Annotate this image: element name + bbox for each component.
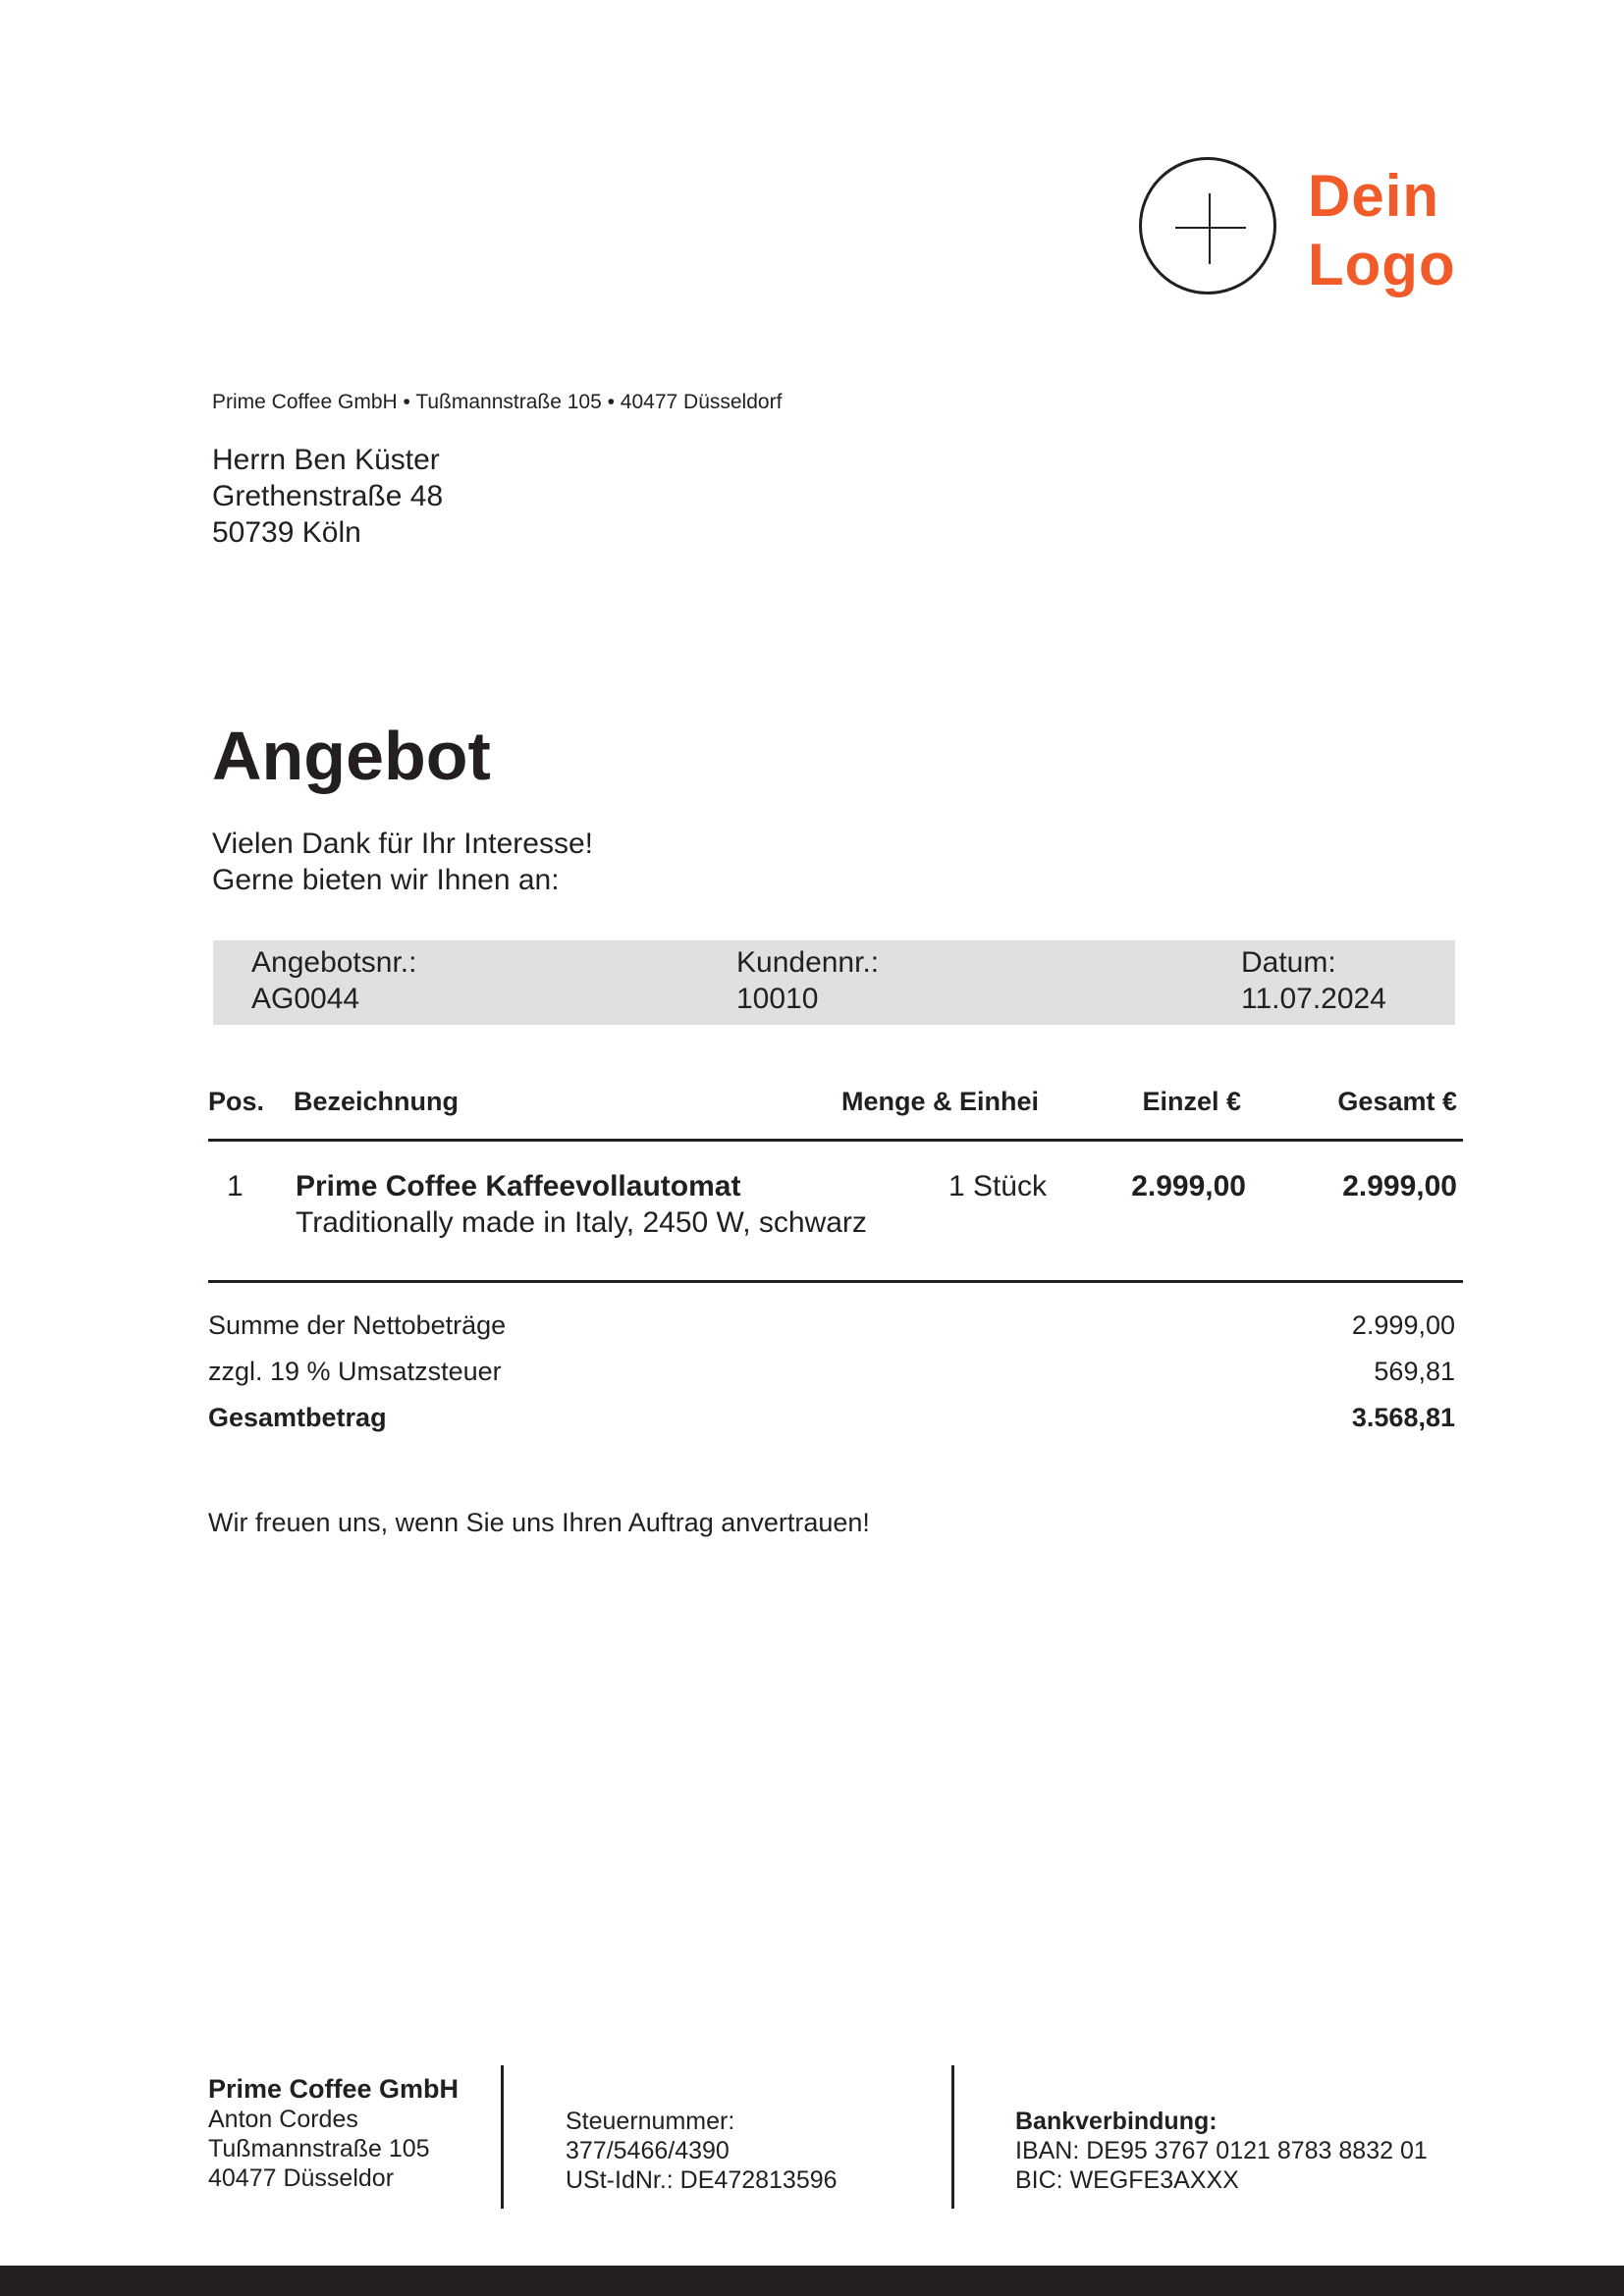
intro-line-1: Vielen Dank für Ihr Interesse! <box>212 828 593 860</box>
column-header-total: Gesamt € <box>1337 1087 1457 1116</box>
row-item-name: Prime Coffee Kaffeevollautomat <box>296 1170 741 1202</box>
footer-vat-id: USt-IdNr.: DE472813596 <box>566 2166 838 2194</box>
row-position: 1 <box>227 1170 244 1202</box>
plus-horizontal-stroke <box>1175 227 1246 229</box>
footer-bic: BIC: WEGFE3AXXX <box>1015 2166 1239 2194</box>
tax-label: zzgl. 19 % Umsatzsteuer <box>208 1357 502 1386</box>
footer-tax-info <box>566 2107 838 2195</box>
footer-city: 40477 Düsseldor <box>208 2164 395 2192</box>
footer-street: Tußmannstraße 105 <box>208 2135 430 2163</box>
table-header-rule <box>208 1139 1463 1142</box>
table-bottom-rule <box>208 1280 1463 1283</box>
row-total: 2.999,00 <box>1342 1170 1457 1202</box>
recipient-street: Grethenstraße 48 <box>212 480 444 512</box>
date-field <box>1241 944 1386 1017</box>
footer-contact: Anton Cordes <box>208 2106 358 2133</box>
footer-tax-number: 377/5466/4390 <box>566 2137 730 2164</box>
footer-divider-1 <box>501 2065 504 2209</box>
offer-number-field <box>251 944 416 1017</box>
offer-number-label: Angebotsnr.: <box>251 946 417 979</box>
recipient-name: Herrn Ben Küster <box>212 444 440 476</box>
intro-text <box>212 826 593 898</box>
closing-text: Wir freuen uns, wenn Sie uns Ihren Auftrag anvertrauen! <box>208 1508 870 1537</box>
date-label: Datum: <box>1241 946 1336 979</box>
column-header-quantity: Menge & Einhei <box>840 1087 1039 1116</box>
customer-number-field <box>736 944 879 1017</box>
footer-company-name: Prime Coffee GmbH <box>208 2074 460 2104</box>
grand-total-label: Gesamtbetrag <box>208 1403 387 1432</box>
footer-divider-2 <box>951 2065 954 2209</box>
row-quantity: 1 Stück <box>947 1170 1047 1202</box>
plus-vertical-stroke <box>1209 193 1211 264</box>
plus-circle-icon <box>1139 157 1276 294</box>
customer-number-label: Kundennr.: <box>736 946 880 979</box>
footer-bank-info <box>1015 2107 1428 2195</box>
offer-number-value: AG0044 <box>251 983 360 1015</box>
grand-total-value: 3.568,81 <box>1351 1403 1455 1432</box>
column-header-unit-price: Einzel € <box>1142 1087 1241 1116</box>
net-total-value: 2.999,00 <box>1351 1310 1455 1340</box>
column-header-position: Pos. <box>208 1087 265 1116</box>
logo-text <box>1308 162 1456 299</box>
tax-value: 569,81 <box>1374 1357 1455 1386</box>
footer-bank-label: Bankverbindung: <box>1015 2108 1218 2135</box>
logo-line-2: Logo <box>1308 232 1456 297</box>
footer-company <box>208 2073 459 2193</box>
net-total-label: Summe der Nettobeträge <box>208 1310 507 1340</box>
net-total-row <box>208 1308 1455 1343</box>
sender-address-line: Prime Coffee GmbH • Tußmannstraße 105 • 40477 Düsseldorf <box>212 391 783 413</box>
offer-info-box <box>213 940 1455 1025</box>
recipient-city: 50739 Köln <box>212 516 361 549</box>
customer-number-value: 10010 <box>736 983 819 1015</box>
grand-total-row <box>208 1400 1455 1435</box>
intro-line-2: Gerne bieten wir Ihnen an: <box>212 864 560 896</box>
row-item-description: Traditionally made in Italy, 2450 W, schwarz <box>296 1206 867 1239</box>
logo-line-1: Dein <box>1308 163 1440 229</box>
tax-row <box>208 1354 1455 1389</box>
footer-tax-label: Steuernummer: <box>566 2108 735 2135</box>
recipient-address <box>212 442 443 551</box>
row-unit-price: 2.999,00 <box>1131 1170 1246 1202</box>
footer-bar <box>0 2266 1624 2296</box>
document-title: Angebot <box>212 718 491 794</box>
footer-iban: IBAN: DE95 3767 0121 8783 8832 01 <box>1015 2137 1428 2164</box>
date-value: 11.07.2024 <box>1241 983 1386 1015</box>
column-header-description: Bezeichnung <box>294 1087 460 1116</box>
